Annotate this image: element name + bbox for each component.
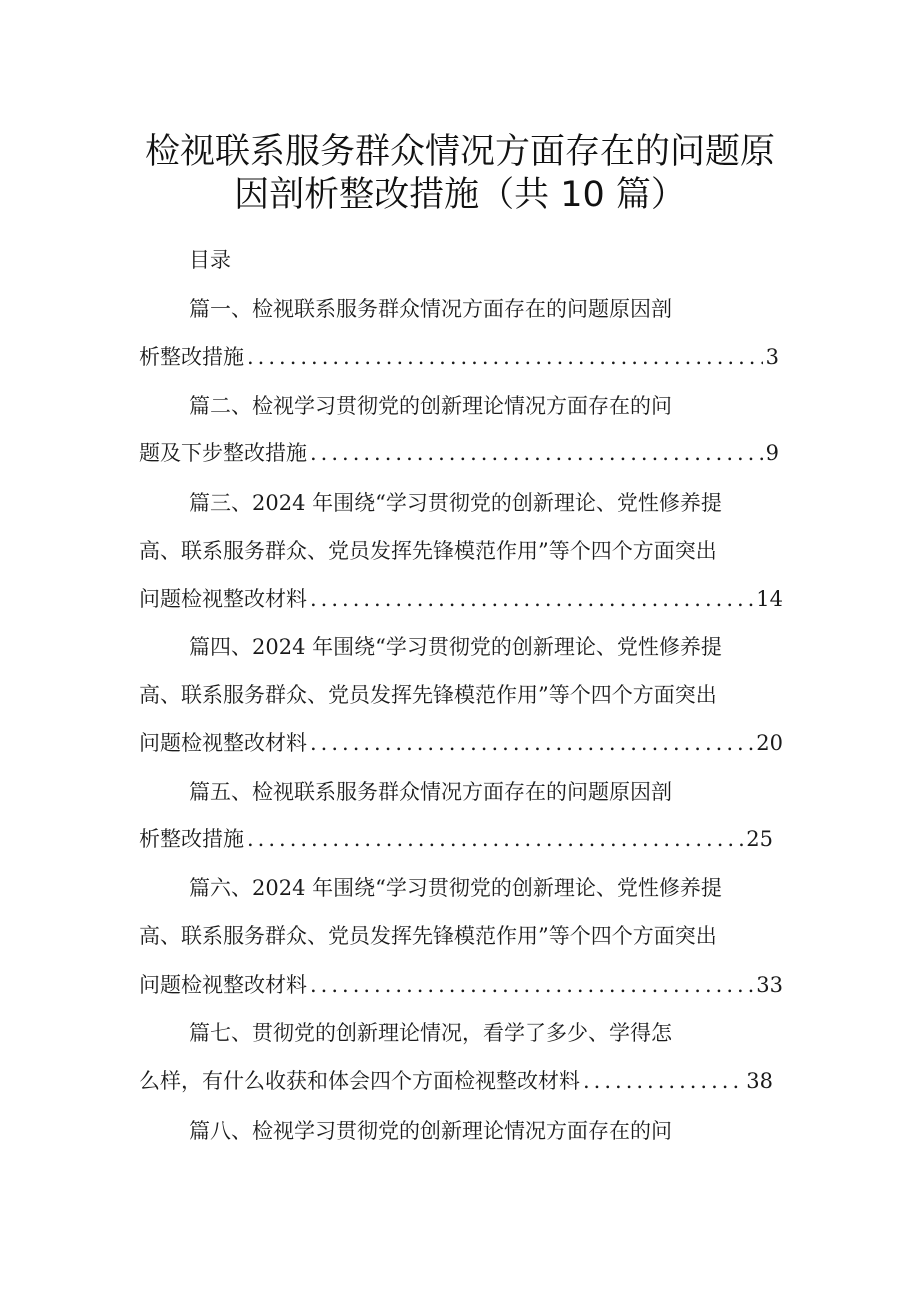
- toc-entry-3-line-2: 高、联系服务群众、党员发挥先锋模范作用”等个四个方面突出: [139, 539, 717, 563]
- dot-leader: [310, 585, 753, 613]
- toc-entry-2-line-2[interactable]: [139, 439, 779, 467]
- toc-entry-1-line-1: 篇一、检视联系服务群众情况方面存在的问题原因剖: [189, 297, 672, 321]
- toc-entry-1-page: 3: [765, 345, 779, 369]
- toc-entry-4-line-3[interactable]: [139, 729, 783, 757]
- toc-entry-3-line-1: 篇三、2024 年围绕“学习贯彻党的创新理论、党性修养提: [189, 491, 722, 515]
- toc-heading: 目录: [189, 248, 231, 272]
- toc-entry-6-page: 33: [756, 973, 783, 997]
- toc-entry-2-text: 题及下步整改措施: [139, 441, 307, 465]
- toc-entry-4-line-1: 篇四、2024 年围绕“学习贯彻党的创新理论、党性修养提: [189, 635, 722, 659]
- toc-entry-7-text: 么样，有什么收获和体会四个方面检视整改材料: [139, 1069, 580, 1093]
- toc-entry-6-line-3[interactable]: [139, 971, 783, 999]
- toc-entry-6-line-1: 篇六、2024 年围绕“学习贯彻党的创新理论、党性修养提: [189, 876, 722, 900]
- document-title-line-1: 检视联系服务群众情况方面存在的问题原: [144, 132, 775, 172]
- toc-entry-4-text: 问题检视整改材料: [139, 731, 307, 755]
- dot-leader: [310, 971, 753, 999]
- toc-entry-4-line-2: 高、联系服务群众、党员发挥先锋模范作用”等个四个方面突出: [139, 683, 717, 707]
- toc-entry-5-line-1: 篇五、检视联系服务群众情况方面存在的问题原因剖: [189, 780, 672, 804]
- toc-entry-4-page: 20: [756, 731, 783, 755]
- toc-entry-5-line-2[interactable]: [139, 825, 773, 853]
- toc-entry-1-text: 析整改措施: [139, 345, 244, 369]
- toc-entry-7-line-1: 篇七、贯彻党的创新理论情况，看学了多少、学得怎: [189, 1021, 672, 1045]
- toc-entry-7-line-2[interactable]: [139, 1067, 773, 1095]
- toc-entry-3-text: 问题检视整改材料: [139, 587, 307, 611]
- dot-leader: [247, 825, 743, 853]
- toc-entry-3-page: 14: [756, 587, 783, 611]
- dot-leader: [247, 343, 763, 371]
- toc-entry-3-line-3[interactable]: [139, 585, 783, 613]
- dot-leader: [310, 729, 753, 757]
- toc-entry-7-page: 38: [746, 1069, 773, 1093]
- toc-entry-6-line-2: 高、联系服务群众、党员发挥先锋模范作用”等个四个方面突出: [139, 924, 717, 948]
- dot-leader: [310, 439, 763, 467]
- document-title-line-2: 因剖析整改措施（共 10 篇）: [234, 175, 686, 215]
- toc-entry-5-page: 25: [746, 827, 773, 851]
- dot-leader: [583, 1067, 743, 1095]
- toc-entry-5-text: 析整改措施: [139, 827, 244, 851]
- toc-entry-2-page: 9: [765, 441, 779, 465]
- toc-entry-1-line-2[interactable]: [139, 343, 779, 371]
- toc-entry-2-line-1: 篇二、检视学习贯彻党的创新理论情况方面存在的问: [189, 394, 672, 418]
- toc-entry-6-text: 问题检视整改材料: [139, 973, 307, 997]
- toc-entry-8-line-1[interactable]: 篇八、检视学习贯彻党的创新理论情况方面存在的问: [189, 1119, 672, 1143]
